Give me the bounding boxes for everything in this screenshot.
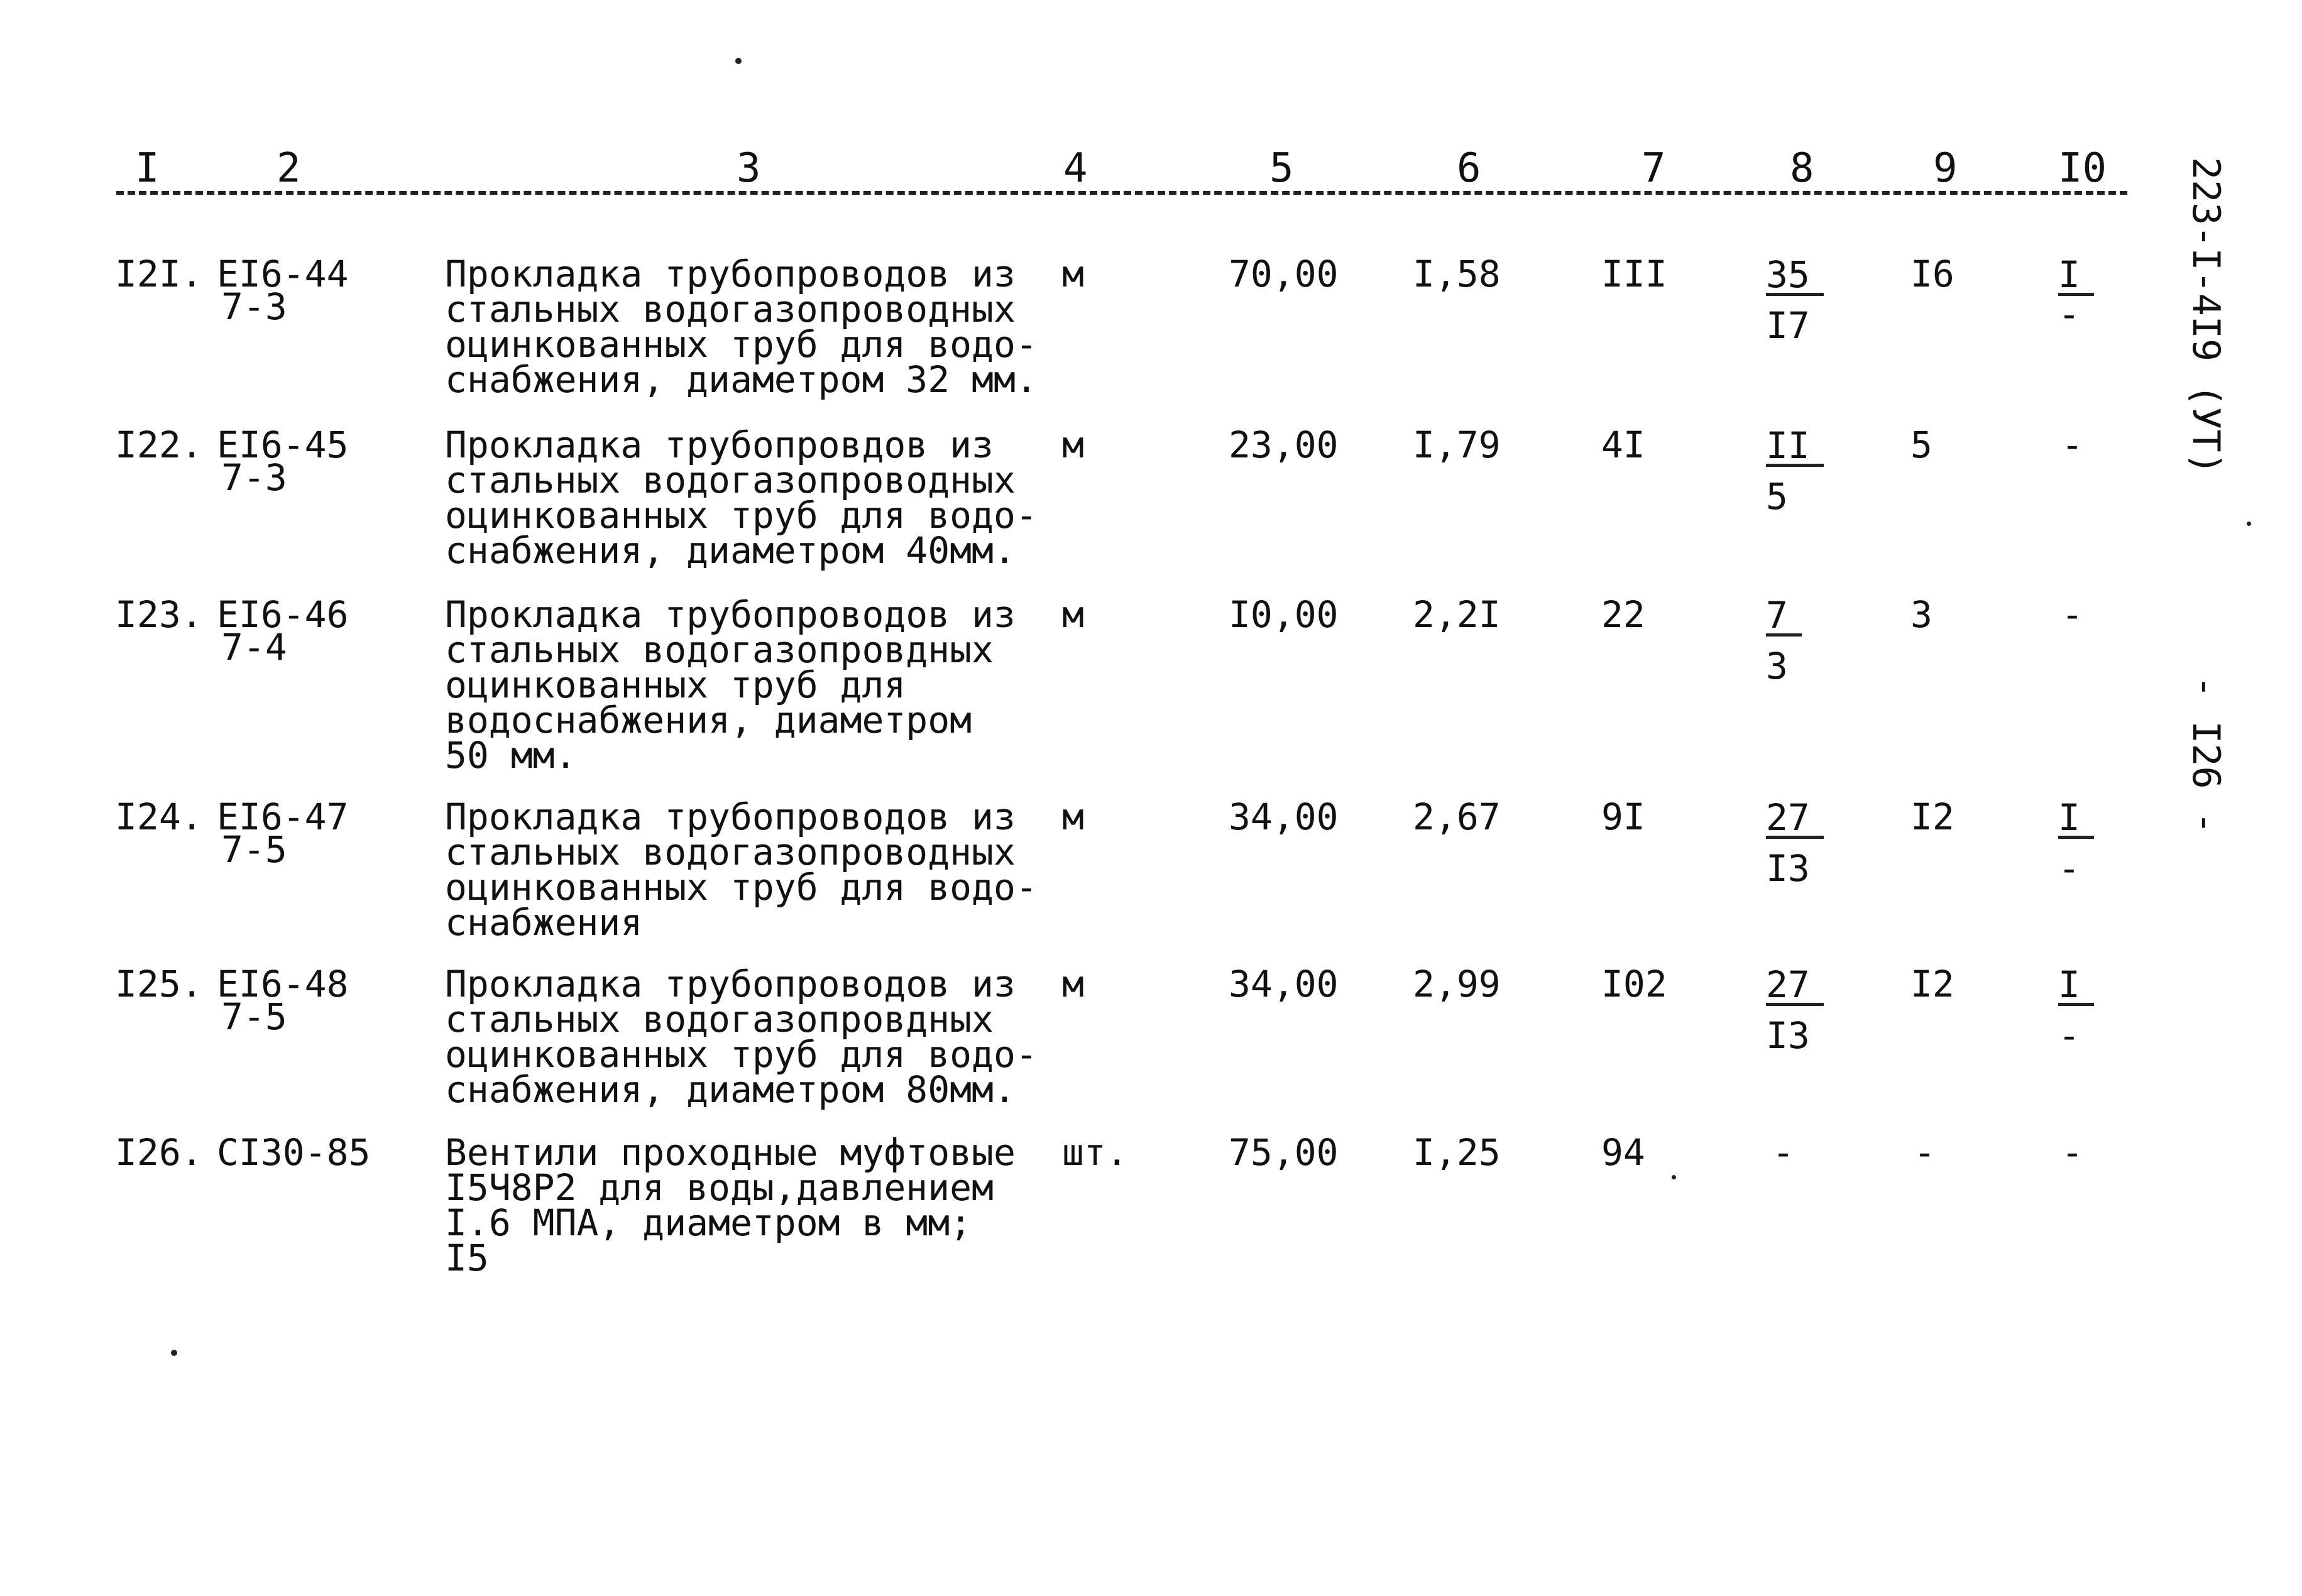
rate-code-sub: 7-3 xyxy=(221,456,287,499)
col8-denominator: 3 xyxy=(1766,645,1788,687)
total-cost: III xyxy=(1601,253,1667,295)
row-number: I23. xyxy=(115,593,203,636)
total-cost: 4I xyxy=(1601,424,1645,466)
row-number: I22. xyxy=(115,424,203,466)
work-description: Прокладка трубопровдов из стальных водогазопроводных оцинкованных труб для водо- снабжения, диаметром 40мм. xyxy=(445,424,1038,572)
rate-code: EI6-45 xyxy=(217,424,349,466)
rate-code-sub: 7-3 xyxy=(221,285,287,328)
scan-speck xyxy=(735,58,742,64)
row-number: I2I. xyxy=(115,253,203,295)
col8-fraction xyxy=(1766,253,1824,347)
col8-denominator: I3 xyxy=(1766,847,1810,890)
row-number: I25. xyxy=(115,963,203,1005)
unit: м xyxy=(1062,424,1084,466)
col9-value: I2 xyxy=(1910,963,1954,1005)
col10-numerator: I xyxy=(2058,256,2094,296)
col8-fraction xyxy=(1766,796,1824,890)
col8-denominator: I7 xyxy=(1766,304,1810,347)
total-cost: I02 xyxy=(1601,963,1667,1005)
total-cost: 9I xyxy=(1601,795,1645,838)
col-header-2: 2 xyxy=(277,145,301,192)
col8-fraction xyxy=(1766,963,1824,1057)
rate-code: EI6-44 xyxy=(217,253,349,295)
quantity: 23,00 xyxy=(1229,424,1339,466)
work-description: Прокладка трубопроводов из стальных водогазопроводных оцинкованных труб для водо- снабжения, диаметром 32 мм. xyxy=(445,253,1038,401)
col-header-9: 9 xyxy=(1933,145,1958,192)
col10-value: - xyxy=(2061,424,2083,466)
col10-value: - xyxy=(2061,593,2083,636)
scan-speck xyxy=(171,1350,177,1356)
col-header-8: 8 xyxy=(1790,145,1814,192)
scan-speck xyxy=(1672,1175,1676,1179)
col10-fraction xyxy=(2058,963,2094,1057)
col-header-6: 6 xyxy=(1457,145,1481,192)
col-header-10: I0 xyxy=(2058,145,2107,192)
row-number: I24. xyxy=(115,795,203,838)
col10-denominator: - xyxy=(2058,1014,2080,1057)
col-header-3: 3 xyxy=(737,145,761,192)
col10-denominator: - xyxy=(2058,293,2080,336)
rate-code-sub: 7-5 xyxy=(221,995,287,1038)
col8-numerator: 7 xyxy=(1766,597,1802,637)
unit-price: 2,99 xyxy=(1413,963,1501,1005)
rate-code-sub: 7-4 xyxy=(221,626,287,669)
col10-fraction xyxy=(2058,796,2094,890)
total-cost: 94 xyxy=(1601,1131,1645,1174)
col8-numerator: 27 xyxy=(1766,799,1824,839)
quantity: 70,00 xyxy=(1229,253,1339,295)
unit: м xyxy=(1062,253,1084,295)
col9-value: 3 xyxy=(1910,593,1932,636)
quantity: I0,00 xyxy=(1229,593,1339,636)
work-description: Прокладка трубопроводов из стальных водогазопроводных оцинкованных труб для водо- снабжения xyxy=(445,795,1038,944)
unit: шт. xyxy=(1062,1131,1128,1174)
page-number: - I26 - xyxy=(2184,675,2228,834)
quantity: 34,00 xyxy=(1229,795,1339,838)
col10-numerator: I xyxy=(2058,799,2094,839)
col-header-5: 5 xyxy=(1269,145,1294,192)
rate-code: EI6-48 xyxy=(217,963,349,1005)
unit-price: I,25 xyxy=(1413,1131,1501,1174)
unit: м xyxy=(1062,795,1084,838)
col8-denominator: 5 xyxy=(1766,475,1788,518)
row-number: I26. xyxy=(115,1131,203,1174)
rate-code: CI30-85 xyxy=(217,1131,371,1174)
rate-code: EI6-47 xyxy=(217,795,349,838)
col10-numerator: I xyxy=(2058,966,2094,1006)
col8-fraction xyxy=(1766,594,1802,687)
col-header-4: 4 xyxy=(1063,145,1088,192)
unit-price: I,79 xyxy=(1413,424,1501,466)
work-description: Вентили проходные муфтовые I5Ч8Р2 для воды,давлением I.6 МПА, диаметром в мм; I5 xyxy=(445,1131,1016,1279)
header-rule xyxy=(116,191,2127,195)
unit-price: 2,2I xyxy=(1413,593,1501,636)
col10-fraction xyxy=(2058,253,2094,336)
unit: м xyxy=(1062,963,1084,1005)
col9-value: - xyxy=(1914,1131,1936,1174)
col-header-1: I xyxy=(135,145,160,192)
col8-numerator: 35 xyxy=(1766,256,1824,296)
col10-denominator: - xyxy=(2058,847,2080,890)
rate-code-sub: 7-5 xyxy=(221,828,287,871)
work-description: Прокладка трубопроводов из стальных водогазопровдных оцинкованных труб для водо- снабжения, диаметром 80мм. xyxy=(445,963,1038,1111)
col10-value: - xyxy=(2061,1131,2083,1174)
unit-price: 2,67 xyxy=(1413,795,1501,838)
quantity: 75,00 xyxy=(1229,1131,1339,1174)
col-header-7: 7 xyxy=(1642,145,1666,192)
quantity: 34,00 xyxy=(1229,963,1339,1005)
work-description: Прокладка трубопроводов из стальных водогазопровдных оцинкованных труб для водоснабжения, диаметром 50 мм. xyxy=(445,593,1016,777)
scan-speck xyxy=(2247,522,2251,526)
unit-price: I,58 xyxy=(1413,253,1501,295)
col8-value: - xyxy=(1772,1131,1794,1174)
col9-value: I6 xyxy=(1910,253,1954,295)
total-cost: 22 xyxy=(1601,593,1645,636)
rate-code: EI6-46 xyxy=(217,593,349,636)
col9-value: I2 xyxy=(1910,795,1954,838)
col8-denominator: I3 xyxy=(1766,1014,1810,1057)
col9-value: 5 xyxy=(1910,424,1932,466)
unit: м xyxy=(1062,593,1084,636)
document-code: 223-I-4I9 (УТ) xyxy=(2184,157,2228,475)
col8-numerator: II xyxy=(1766,427,1824,467)
col8-fraction xyxy=(1766,424,1824,518)
col8-numerator: 27 xyxy=(1766,966,1824,1006)
